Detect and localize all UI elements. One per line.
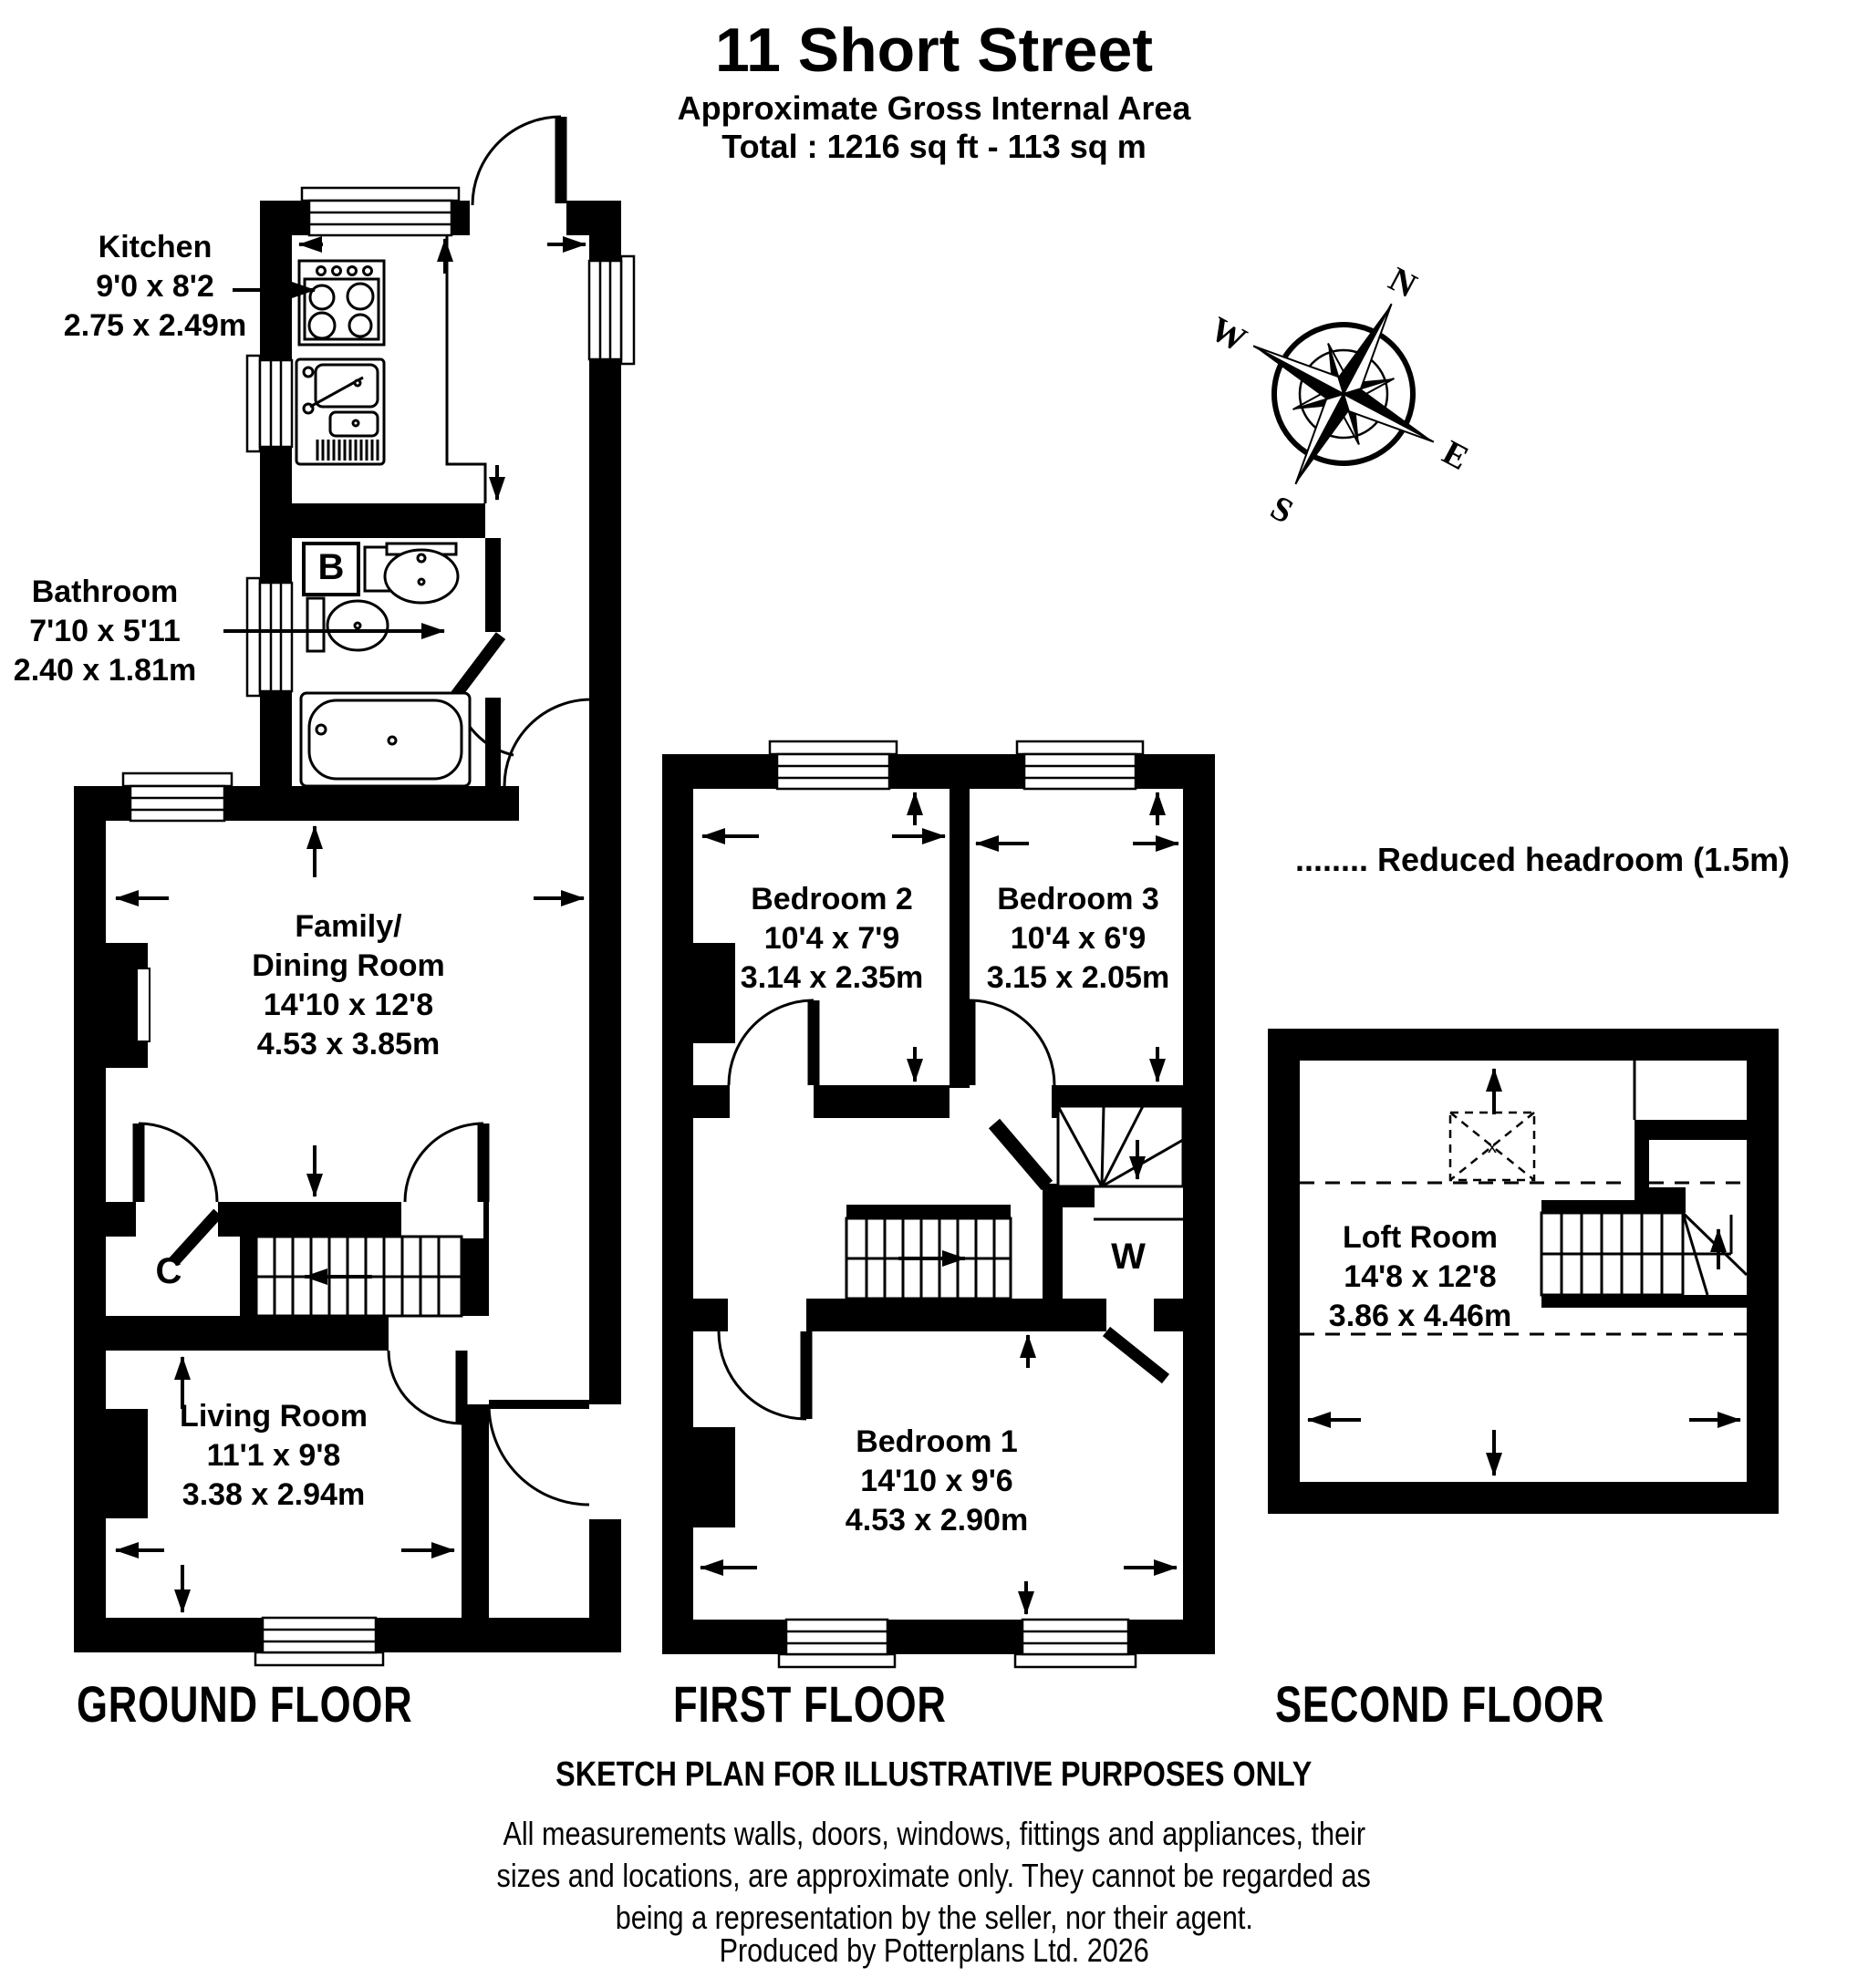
room-metric: 3.15 x 2.05m: [986, 960, 1170, 995]
kitchen-label: [36, 228, 274, 346]
family-fire-recess: [137, 968, 150, 1041]
room-name: Bedroom 3: [997, 882, 1159, 916]
room-metric: 3.38 x 2.94m: [182, 1477, 366, 1512]
toilet-icon: [307, 598, 388, 651]
bedroom3-door: [970, 1000, 1054, 1085]
living-room-label: [91, 1397, 456, 1515]
room-name: Bedroom 2: [751, 882, 913, 916]
compass-e-label: E: [1436, 432, 1475, 478]
disclaimer-body: [0, 1813, 1868, 1939]
reduced-headroom-legend: ........ Reduced headroom (1.5m): [1295, 841, 1790, 878]
producer-credit: [0, 1931, 1868, 1970]
room-imperial: 10'4 x 6'9: [1010, 921, 1147, 956]
compass-n-label: N: [1382, 260, 1423, 306]
hall-right-window: [589, 256, 634, 364]
compass-icon: [1143, 197, 1534, 592]
family-top-window: [123, 773, 232, 821]
bedroom1-door: [719, 1331, 806, 1419]
room-imperial: 9'0 x 8'2: [96, 269, 214, 304]
cupboard-marker: C: [155, 1251, 182, 1291]
room-metric: 4.53 x 3.85m: [256, 1027, 441, 1061]
bedroom3-label: [896, 880, 1261, 998]
room-metric: 3.14 x 2.35m: [740, 960, 924, 995]
wardrobe-marker: W: [1111, 1237, 1146, 1277]
bedroom3-window: [1017, 741, 1143, 789]
disclaimer-line: being a representation by the seller, nor their agent.: [615, 1899, 1253, 1936]
disclaimer-title: [0, 1755, 1868, 1795]
room-name: Loft Room: [1343, 1220, 1498, 1255]
kitchen-left-window: [247, 356, 292, 451]
family-hall-door: [139, 1123, 217, 1202]
page-title: 11 Short Street: [715, 16, 1153, 85]
bedroom2-door: [729, 1000, 814, 1085]
compass-w-label: W: [1204, 309, 1253, 360]
disclaimer-title-text: SKETCH PLAN FOR ILLUSTRATIVE PURPOSES ONLY: [555, 1755, 1313, 1794]
ground-floor-stairs: [256, 1237, 462, 1316]
winder-stairs: [1058, 1106, 1183, 1186]
living-bottom-window: [255, 1618, 383, 1665]
compass-main-points: [1206, 256, 1482, 533]
room-metric: 2.75 x 2.49m: [63, 308, 247, 343]
bedroom1-label: [754, 1423, 1119, 1540]
disclaimer-line: All measurements walls, doors, windows, fittings and appliances, their: [503, 1815, 1365, 1852]
bedroom1-chimney-breast: [693, 1427, 735, 1527]
compass-s-label: S: [1264, 488, 1300, 532]
room-imperial: 7'10 x 5'11: [29, 614, 181, 648]
second-floor-label: SECOND FLOOR: [1275, 1675, 1605, 1733]
room-imperial: 11'1 x 9'8: [206, 1438, 341, 1473]
room-metric: 4.53 x 2.90m: [845, 1503, 1029, 1538]
family-corridor-door: [405, 1123, 483, 1202]
producer-credit-text: Produced by Potterplans Ltd. 2026: [719, 1931, 1149, 1969]
boiler-marker: B: [317, 547, 345, 587]
basin-icon: [385, 544, 458, 603]
ground-floor-label: GROUND FLOOR: [77, 1675, 413, 1733]
kitchen-open-boundary: [447, 235, 485, 503]
bedroom1-window-left: [779, 1620, 895, 1667]
room-name: Kitchen: [98, 230, 213, 264]
hall-family-door: [504, 699, 591, 786]
stove-icon: [299, 261, 384, 345]
wardrobe-door: [1106, 1331, 1166, 1379]
bathroom-label: [0, 573, 223, 690]
kitchen-top-window: [302, 188, 459, 235]
page-total-area: Total : 1216 sq ft - 113 sq m: [721, 128, 1147, 165]
room-name: Bathroom: [31, 575, 179, 609]
room-name: Living Room: [180, 1399, 368, 1434]
bedroom1-window-right: [1015, 1620, 1136, 1667]
room-imperial: 14'10 x 12'8: [263, 988, 434, 1022]
room-name: Dining Room: [252, 948, 445, 983]
kitchen-sink-icon: [296, 359, 384, 464]
bedroom2-window: [770, 741, 897, 789]
roof-window-x: x: [1488, 1137, 1497, 1157]
loft-room-label: [1238, 1218, 1603, 1336]
room-imperial: 14'8 x 12'8: [1344, 1259, 1497, 1294]
disclaimer-line: sizes and locations, are approximate only. They cannot be regarded as: [496, 1857, 1372, 1894]
side-door: [489, 1404, 589, 1505]
bathtub-icon: [301, 693, 470, 786]
first-floor-label: FIRST FLOOR: [673, 1675, 947, 1733]
room-imperial: 14'10 x 9'6: [860, 1464, 1013, 1498]
bathroom-left-window: [247, 578, 292, 696]
room-metric: 3.86 x 4.46m: [1328, 1299, 1512, 1333]
room-metric: 2.40 x 1.81m: [13, 653, 197, 688]
page-subtitle: Approximate Gross Internal Area: [677, 89, 1191, 127]
room-name: Family/: [295, 909, 402, 944]
room-name: Bedroom 1: [856, 1424, 1018, 1459]
family-dining-label: [166, 907, 531, 1064]
stairwell-angled-wall: [994, 1123, 1047, 1186]
room-imperial: 10'4 x 7'9: [763, 921, 900, 956]
